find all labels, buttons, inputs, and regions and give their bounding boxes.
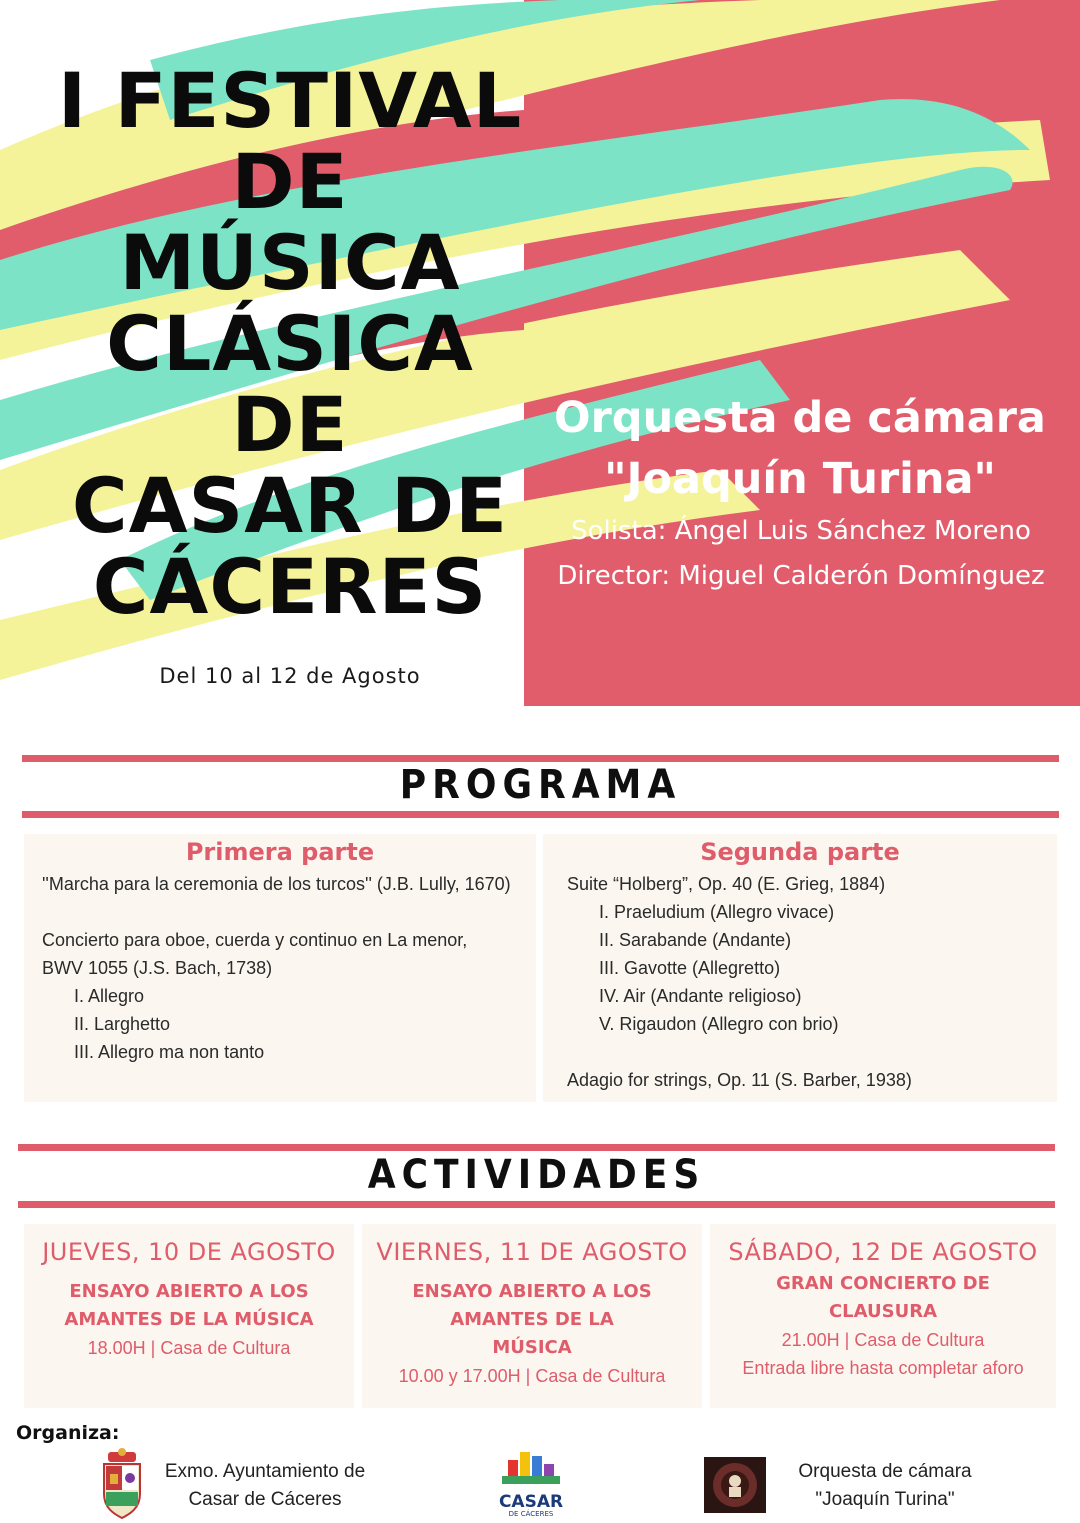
program-line: I. Praeludium (Allegro vivace) xyxy=(599,902,835,922)
festival-title xyxy=(40,56,540,631)
director: Director: Miguel Calderón Domínguez xyxy=(557,561,1045,591)
segunda-parte-heading: Segunda parte xyxy=(700,838,900,866)
hero-banner xyxy=(0,0,1080,708)
orchestra-organizer xyxy=(770,1458,1000,1514)
activity-card xyxy=(362,1224,702,1408)
segunda-parte-list xyxy=(543,866,1057,1094)
program-line: IV. Air (Andante religioso) xyxy=(599,986,802,1006)
orchestra-logo xyxy=(704,1457,766,1513)
ayuntamiento-line: Exmo. Ayuntamiento de xyxy=(164,1461,366,1482)
festival-dates: Del 10 al 12 de Agosto xyxy=(159,664,421,688)
activity-day: VIERNES, 11 DE AGOSTO xyxy=(376,1238,688,1266)
primera-parte-box xyxy=(24,834,536,1102)
program-line: II. Sarabande (Andante) xyxy=(599,930,792,950)
ayuntamiento-line: Casar de Cáceres xyxy=(188,1489,342,1510)
casar-logo-graphic xyxy=(494,1446,568,1490)
soloist: Solista: Ángel Luis Sánchez Moreno xyxy=(571,516,1031,546)
program-line: I. Allegro xyxy=(74,986,145,1006)
program-line: ''Marcha para la ceremonia de los turcos'' (J.B. Lully, 1670) xyxy=(42,874,511,894)
program-line: Concierto para oboe, cuerda y continuo en La menor, xyxy=(42,930,468,950)
activity-card xyxy=(24,1224,354,1408)
title-line: CLÁSICA xyxy=(106,299,474,388)
program-line: BWV 1055 (J.S. Bach, 1738) xyxy=(42,958,273,978)
divider xyxy=(22,755,1059,762)
primera-parte-list xyxy=(24,866,536,1066)
program-line: Adagio for strings, Op. 11 (S. Barber, 1938) xyxy=(567,1070,912,1090)
divider xyxy=(18,1201,1055,1208)
casar-logo-text: CASAR xyxy=(498,1492,564,1512)
program-line: III. Gavotte (Allegretto) xyxy=(599,958,781,978)
actividades-title: ACTIVIDADES xyxy=(367,1152,706,1198)
orchestra-name-line2: "Joaquín Turina" xyxy=(604,454,996,504)
activity-info: Entrada libre hasta completar aforo xyxy=(742,1358,1024,1378)
spacer xyxy=(42,898,536,926)
programa-title: PROGRAMA xyxy=(399,762,682,808)
organiza-label: Organiza: xyxy=(16,1422,120,1444)
activity-card xyxy=(710,1224,1056,1408)
activity-day: JUEVES, 10 DE AGOSTO xyxy=(42,1238,336,1266)
ayuntamiento-name xyxy=(150,1458,380,1514)
spacer xyxy=(567,1038,1057,1066)
title-line: MÚSICA xyxy=(119,218,461,307)
orchestra-name-line1: Orquesta de cámara xyxy=(554,393,1046,443)
orchestra-name xyxy=(540,388,1060,510)
segunda-parte-box xyxy=(543,834,1057,1102)
divider xyxy=(18,1144,1055,1151)
orchestra-organizer-line: Orquesta de cámara xyxy=(798,1461,972,1482)
program-line: V. Rigaudon (Allegro con brio) xyxy=(599,1014,839,1034)
activity-event: ENSAYO ABIERTO A LOS AMANTES DE LA MÚSICA xyxy=(64,1281,314,1330)
activity-event: ENSAYO ABIERTO A LOS AMANTES DE LA MÚSICA xyxy=(412,1281,652,1358)
title-line: DE xyxy=(231,137,349,226)
title-line: CÁCERES xyxy=(92,542,488,631)
activity-info: 21.00H | Casa de Cultura xyxy=(781,1330,985,1350)
activity-event: GRAN CONCIERTO DE CLAUSURA xyxy=(776,1273,990,1322)
program-line: III. Allegro ma non tanto xyxy=(74,1042,265,1062)
coat-of-arms-logo xyxy=(100,1448,144,1520)
activity-day: SÁBADO, 12 DE AGOSTO xyxy=(728,1238,1038,1266)
program-line: Suite “Holberg”, Op. 40 (E. Grieg, 1884) xyxy=(567,874,886,894)
divider xyxy=(22,811,1059,818)
primera-parte-heading: Primera parte xyxy=(185,838,375,866)
activity-info: 18.00H | Casa de Cultura xyxy=(87,1338,291,1358)
casar-logo-subtext: DE CÁCERES xyxy=(508,1510,554,1518)
title-line: CASAR DE xyxy=(71,461,509,550)
title-line: DE xyxy=(231,380,349,469)
casar-logo xyxy=(494,1446,568,1518)
program-line: II. Larghetto xyxy=(74,1014,171,1034)
activity-info: 10.00 y 17.00H | Casa de Cultura xyxy=(398,1366,666,1386)
title-line: I FESTIVAL xyxy=(57,56,523,145)
orchestra-organizer-line: "Joaquín Turina" xyxy=(815,1489,955,1510)
